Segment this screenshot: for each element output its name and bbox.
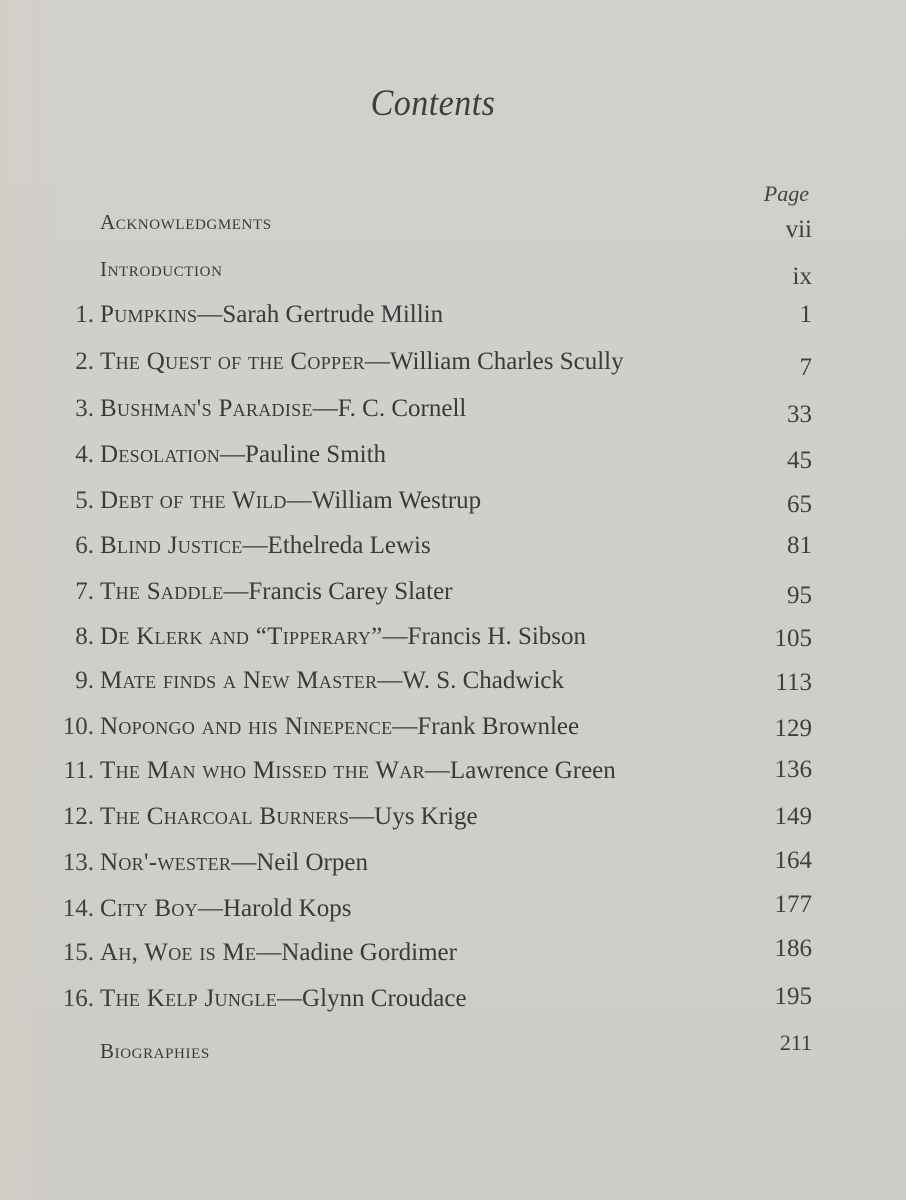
toc-entry-number: 1. (75, 301, 94, 328)
dash-separator: — (392, 713, 418, 740)
toc-entry-number: 16. (62, 985, 94, 1012)
toc-entry-text (100, 298, 443, 332)
story-title: Nor'-wester (100, 849, 232, 876)
toc-page-number: 1 (799, 301, 812, 328)
toc-entry-text (100, 936, 457, 970)
author-name: Harold Kops (223, 895, 352, 922)
author-name: Pauline Smith (245, 441, 387, 468)
toc-entry-number: 15. (62, 939, 94, 966)
toc-entry-text (100, 754, 616, 788)
toc-page-number: 81 (787, 532, 812, 559)
author-name: Francis Carey Slater (248, 578, 453, 605)
toc-page-number: 45 (787, 447, 812, 474)
author-name: Nadine Gordimer (281, 939, 457, 966)
toc-row[interactable] (0, 982, 906, 1016)
toc-entry-text (100, 575, 453, 609)
toc-entry-title: Biographies (100, 1039, 210, 1063)
toc-entry-number: 9. (75, 667, 94, 694)
story-title: Desolation (100, 441, 221, 468)
toc-row-acknowledgments[interactable] (0, 205, 906, 243)
toc-page-number: ix (792, 263, 812, 290)
toc-row[interactable] (0, 575, 906, 609)
toc-entry-title: Introduction (100, 257, 223, 281)
story-title: The Man who Missed the War (100, 757, 425, 784)
author-name: W. S. Chadwick (402, 667, 564, 694)
toc-page-number: 105 (774, 625, 812, 652)
toc-page-number: 113 (775, 669, 812, 696)
author-name: Sarah Gertrude Millin (222, 301, 444, 328)
story-title: Debt of the Wild (100, 487, 287, 514)
dash-separator: — (198, 895, 223, 922)
toc-entry-text (100, 484, 481, 518)
toc-entry-text (100, 392, 466, 426)
toc-entry-text (100, 846, 368, 880)
toc-entry-number: 6. (75, 532, 94, 559)
toc-row[interactable] (0, 892, 906, 926)
toc-row[interactable] (0, 345, 906, 379)
author-name: F. C. Cornell (337, 395, 467, 422)
toc-entry-text (100, 438, 386, 472)
author-name: Ethelreda Lewis (267, 532, 431, 559)
dash-separator: — (223, 578, 249, 605)
story-title: Mate finds a New Master (100, 667, 378, 694)
story-title: Nopongo and his Ninepence (100, 713, 393, 740)
dash-separator: — (382, 623, 408, 650)
toc-page-number: 164 (774, 847, 812, 874)
story-title: The Kelp Jungle (100, 985, 278, 1012)
story-title: De Klerk and “Tipperary” (100, 623, 383, 650)
toc-entry-text (100, 710, 579, 744)
author-name: Neil Orpen (256, 849, 368, 876)
story-title: Pumpkins (100, 301, 198, 328)
dash-separator: — (256, 939, 282, 966)
toc-entry-number: 14. (62, 895, 94, 922)
toc-row[interactable] (0, 936, 906, 970)
toc-entry-number: 2. (75, 348, 94, 375)
toc-row[interactable] (0, 392, 906, 426)
author-name: Lawrence Green (449, 757, 616, 784)
story-title: Ah, Woe is Me (100, 939, 257, 966)
story-title: The Charcoal Burners (100, 803, 350, 830)
dash-separator: — (242, 532, 268, 559)
dash-separator: — (277, 985, 303, 1012)
author-name: William Westrup (311, 487, 482, 514)
toc-entry-number: 5. (75, 487, 94, 514)
toc-entry-text (100, 982, 467, 1016)
toc-page-number: 211 (779, 1030, 812, 1055)
dash-separator: — (364, 348, 390, 375)
toc-entry-number: 8. (75, 623, 94, 650)
toc-entry-text (100, 800, 478, 834)
toc-page-number: 65 (787, 491, 812, 518)
dash-separator: — (197, 301, 223, 328)
dash-separator: — (312, 395, 338, 422)
toc-page-number: 129 (774, 715, 812, 742)
author-name: William Charles Scully (389, 348, 624, 375)
toc-entry-number: 13. (62, 849, 94, 876)
story-title: City Boy (100, 895, 198, 922)
toc-entry-text (100, 664, 564, 698)
story-title: Blind Justice (100, 532, 243, 559)
toc-row[interactable] (0, 710, 906, 744)
toc-page-number: 186 (774, 935, 812, 962)
toc-page-number: 95 (787, 582, 812, 609)
toc-page-number: 33 (787, 401, 812, 428)
toc-row[interactable] (0, 484, 906, 518)
dash-separator: — (349, 803, 375, 830)
dash-separator: — (220, 441, 246, 468)
dash-separator: — (377, 667, 403, 694)
story-title: The Quest of the Copper (100, 348, 365, 375)
toc-page-number: 7 (799, 354, 812, 381)
toc-entry-text (100, 892, 351, 926)
author-name: Uys Krige (374, 803, 478, 830)
toc-entry-text (100, 529, 431, 563)
dash-separator: — (231, 849, 257, 876)
dash-separator: — (286, 487, 312, 514)
dash-separator: — (424, 757, 450, 784)
toc-row[interactable] (0, 529, 906, 563)
toc-page-number: 136 (774, 756, 812, 783)
story-title: The Saddle (100, 578, 224, 605)
toc-page-number: 149 (774, 803, 812, 830)
toc-entry-number: 7. (75, 578, 94, 605)
toc-entry-text (100, 620, 586, 654)
toc-row-introduction[interactable] (0, 252, 906, 290)
toc-row[interactable] (0, 754, 906, 788)
toc-row-biographies[interactable] (0, 1030, 906, 1068)
toc-page-number: 195 (774, 983, 812, 1010)
toc-entry-number: 3. (75, 395, 94, 422)
toc-page-number: vii (785, 216, 812, 243)
toc-entry-number: 10. (62, 713, 94, 740)
author-name: Frank Brownlee (417, 713, 580, 740)
toc-entry-number: 4. (75, 441, 94, 468)
toc-page-number: 177 (774, 891, 812, 918)
toc-row[interactable] (0, 800, 906, 834)
toc-row[interactable] (0, 846, 906, 880)
toc-entry-text (100, 345, 624, 379)
page-column-label: Page (763, 181, 809, 206)
toc-entry-title: Acknowledgments (100, 210, 272, 234)
toc-entry-number: 12. (62, 803, 94, 830)
author-name: Glynn Croudace (302, 985, 467, 1012)
toc-row[interactable] (0, 620, 906, 654)
author-name: Francis H. Sibson (407, 623, 587, 650)
toc-row[interactable] (0, 438, 906, 472)
story-title: Bushman's Paradise (100, 395, 313, 422)
toc-row[interactable] (0, 298, 906, 332)
toc-entry-number: 11. (63, 757, 94, 784)
toc-row[interactable] (0, 664, 906, 698)
page-title: Contents (370, 83, 496, 124)
